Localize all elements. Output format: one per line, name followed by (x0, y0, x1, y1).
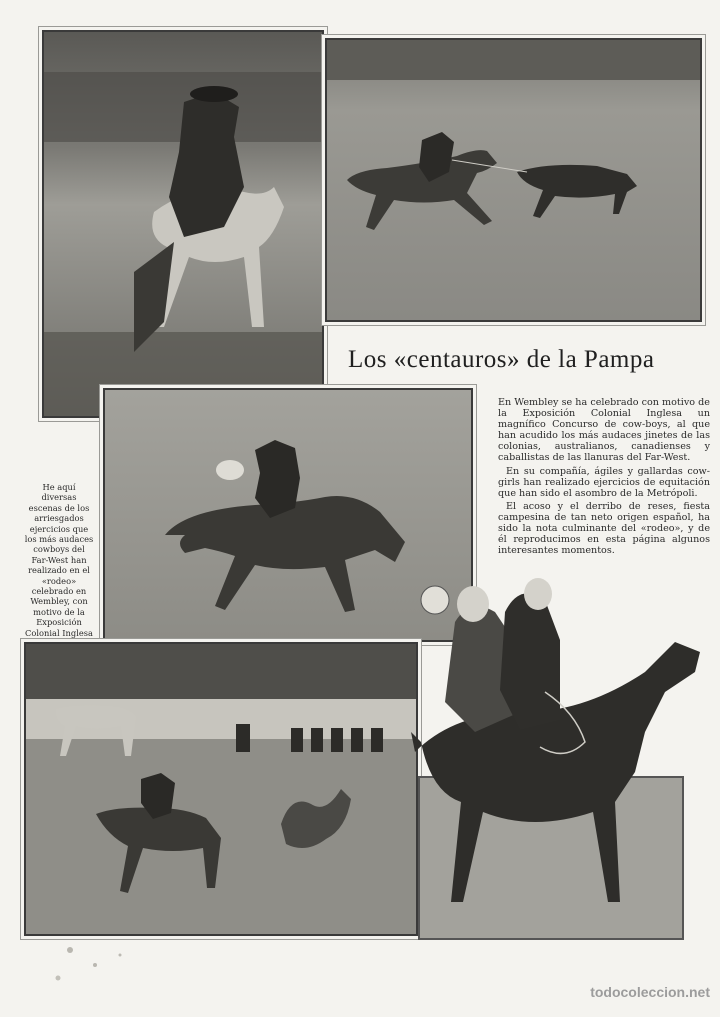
photo-cowboy-bucking-horse (42, 30, 324, 418)
photo-rodeo-arena (24, 642, 418, 936)
photo-caption: He aquí diversas escenas de los arriesgados ejercicios que los más audaces cowboys del Far-West han realizado en el «rodeo» celebrado en Wembley, con motivo de la Exposición Colonial Inglesa (24, 482, 94, 638)
article-paragraph: El acoso y el derribo de reses, fiesta campesina de tan neto origen español, ha sido la nota culminante del «rodeo», y de él reproducimos en esta página algunos interesantes momentos. (498, 500, 710, 557)
article-paragraph: En su compañía, ágiles y gallardas cow-girls han realizado ejercicios de equitación que han sido el asombro de la Metrópoli. (498, 465, 710, 499)
paper-stain (40, 930, 160, 1000)
article-paragraph: En Wembley se ha celebrado con motivo de la Exposición Colonial Inglesa un magnífico Concurso de cow-boys, al que han acudido los más audaces jinetes de las colonias, australianos, canadienses y caballistas de las llanuras del Far-West. (498, 397, 710, 464)
article-title: Los «centauros» de la Pampa (348, 346, 655, 373)
cowgirls-horse-cutout (395, 572, 707, 932)
watermark: todocoleccion.net (590, 984, 710, 1000)
article-body (498, 397, 710, 558)
photo-rider-chasing-calf (325, 38, 702, 322)
